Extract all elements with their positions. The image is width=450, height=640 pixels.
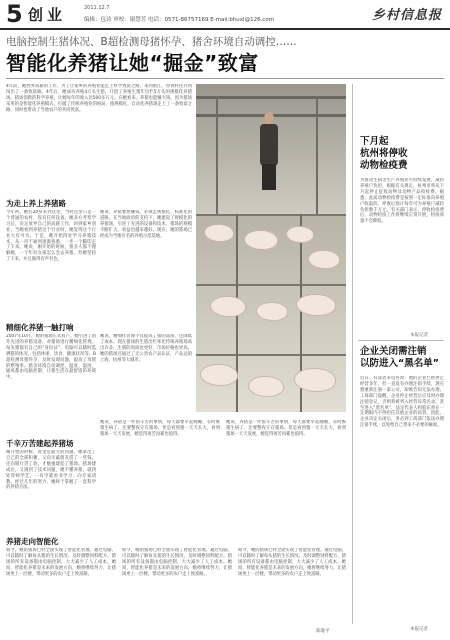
story-paragraph-6: 她说，养猪是一件很辛苦的事情，每天都要早起晚睡，有时候猪生病了，还要整夜守在猪场。但是看到猪一天天长大，看到猪场一天天发展，她觉得再苦再累也值得。 bbox=[100, 420, 220, 437]
story-paragraph-7: 如今，她的猪场已经全面实现了智能化管理。通过电脑，可以随时了解每头猪的生长情况，及时调整饲料配方。猪场的所有设备都由电脑控制，大大减少了人工成本。她说，智能化养猪是未来的发展方向，她将继续努力，让猪场更上一层楼，带动更多的农户走上致富路。 bbox=[6, 548, 116, 577]
newspaper-logo: 乡村信息报 bbox=[371, 8, 442, 23]
side-story-1-byline: 本报记者 bbox=[410, 333, 428, 338]
subhead-2: 精细化养猪一触打响 bbox=[6, 323, 74, 332]
story-headline: 智能化养猪让她“掘金”致富 bbox=[6, 51, 259, 75]
subhead-3: 千辛万苦建起养猪场 bbox=[6, 439, 74, 448]
story-paragraph-4: 她说，精细化管理不仅提高了猪的品质，还降低了成本。现在猪场的生猪出栏率比传统养殖场高出许多，生猪的肉质也更好，市场价格也更高。她的猪场还通过了无公害农产品认证，产品远销上海、杭州等大城市。 bbox=[100, 334, 192, 363]
story-paragraph-5: 刚开始的时候，资金是最大的问题。她拿出了自己的全部积蓄，又向亲戚朋友借了一些钱，还向银行贷了款，才勉强建起了猪场。猪场建成后，又遇到了技术问题，她不懂养猪，就四处拜师学艺，一有空就看书学习，向专家请教。经过几年的努力，她终于掌握了一套科学的养猪方法。 bbox=[6, 450, 96, 491]
story-paragraph-7-end: 如今，她的猪场已经全面实现了智能化管理。通过电脑，可以随时了解每头猪的生长情况，及时调整饲料配方。猪场的所有设备都由电脑控制，大大减少了人工成本。她说，智能化养猪是未来的发展方向，她将继续努力，让猪场更上一层楼，带动更多的农户走上致富路。 bbox=[238, 548, 346, 577]
subhead-4: 养猪走向智能化 bbox=[6, 537, 59, 546]
story-byline: 陈逸平 bbox=[316, 629, 330, 634]
side-story-1-body: 为推动生猪等生产养殖业可持续发展，减轻养殖户负担，根据有关规定，杭州市将从下月起停止征收动物及动物产品检疫费。据悉，此前动物检疫费是按照一定标准向养殖户收取的，停收后预计每年可为养殖户减轻负担数千万元。有关部门表示，停收检疫费后，动物检疫工作将继续正常开展，检疫质量不会降低。 bbox=[360, 178, 444, 225]
side-divider bbox=[358, 340, 444, 341]
story-paragraph-3: 2007年10月，她的猪场正式投产。她引进了国外先进的养猪设备，对猪场进行精细化管理。每头猪都有自己的“身份证”，电脑可以随时监测猪的体况，包括体重、饮食、健康状况等。B超检测母猪怀孕，及时发现问题，提高了母猪的繁殖率。猪舍环境自动调控，温度、湿度、通风都由电脑控制，让猪生活在最舒适的环境中。 bbox=[6, 334, 96, 381]
side-story-1-title: 下月起 杭州将停收 动物检疫费 bbox=[360, 136, 408, 171]
subhead-1: 为走上养上养猪路 bbox=[6, 199, 66, 208]
side-story-2-body: 近日，有读者来电咨询：他的企业已经停止经营多年，但一直没有办理注销手续，现在想重新注册一家公司，却被告知无法办理。工商部门提醒，企业停止经营后应及时办理注销登记，否则将被列入经营异常名录，甚至进入“黑名单”，法定代表人和股东将在一定期限内不得担任其他企业的高管。因此，企业决定关闭后，务必到工商部门依法办理注销手续，以免给自己带来不必要的麻烦。 bbox=[360, 376, 444, 429]
page-number: 5 bbox=[6, 0, 23, 28]
pig-farm-photo bbox=[196, 84, 346, 412]
issue-date: 2011.12.7 bbox=[84, 5, 110, 11]
story-paragraph-6-cont: 她说，养猪是一件很辛苦的事情，每天都要早起晚睡，有时候猪生病了，还要整夜守在猪场。但是看到猪一天天长大，看到猪场一天天发展，她觉得再苦再累也值得。 bbox=[226, 420, 346, 437]
headline-divider bbox=[6, 78, 444, 79]
section-name: 创业 bbox=[28, 6, 67, 24]
story-paragraph-1: 今年初，她打20岁来到这里，当时这里只是一个普通的农村，没有任何设备。她多方考察学习后，决定放弃自己的高薪工作，回到家乡创业。当她看到养猪这个行业时，她觉得这个行业大有可为。于是，她开始四处学习养猪技术，从一窍不通到逐渐熟悉，一步一个脚印走了下来。她说，刚开始的时候，很多人都不理解她，一个年轻女孩怎么会去养猪。但她坚持了下来，并且做得有声有色。 bbox=[6, 210, 96, 263]
story-paragraph-7-cont: 如今，她的猪场已经全面实现了智能化管理。通过电脑，可以随时了解每头猪的生长情况，及时调整饲料配方。猪场的所有设备都由电脑控制，大大减少了人工成本。她说，智能化养猪是未来的发展方向，她将继续努力，让猪场更上一层楼，带动更多的农户走上致富路。 bbox=[122, 548, 232, 577]
side-story-2-byline: 本报记者 bbox=[410, 627, 428, 632]
masthead bbox=[0, 0, 450, 30]
story-lead: 4年前，她放弃高薪的工作，为了让家乡的养殖业能走上科学致富之路，来到浙江，带领村民共同闯出了一条致富路。4年后，她成功养殖4万头生猪，开创了养殖生猪年出栏5万头的规模化养猪场。猪场创新的科学养殖，让她每年的收入达500多万元。在她看来，养猪也能赚大钱，因为猪场采用的是智能化养殖模式，打破了传统养殖业的困局，使规模化、自动化养猪场走上了一条致富之路，同时也带动了当地农户的共同致富。 bbox=[6, 84, 192, 113]
side-story-2-title: 企业关闭需注销 以防进入“黑名单” bbox=[360, 346, 439, 369]
story-paragraph-2: 她说，养猪要想赚钱，必须走规模化、标准化的道路。在当地政府的支持下，她建起了规模化的养猪场，引进了先进的设备和技术，猪场的规模不断扩大，效益也越来越好。现在，她的猪场已经成为当地有名的养殖示范基地。 bbox=[100, 210, 192, 239]
story-kicker: 电脑控制生猪体况、B超检测母猪怀孕、猪舍环境自动调控…… bbox=[6, 36, 297, 48]
editor-contact-line: 编辑：包诗 审校：谢慧芳 电话：0571-86757169 E-mail:bhuxl@126.com bbox=[84, 17, 275, 23]
column-divider bbox=[352, 84, 353, 624]
